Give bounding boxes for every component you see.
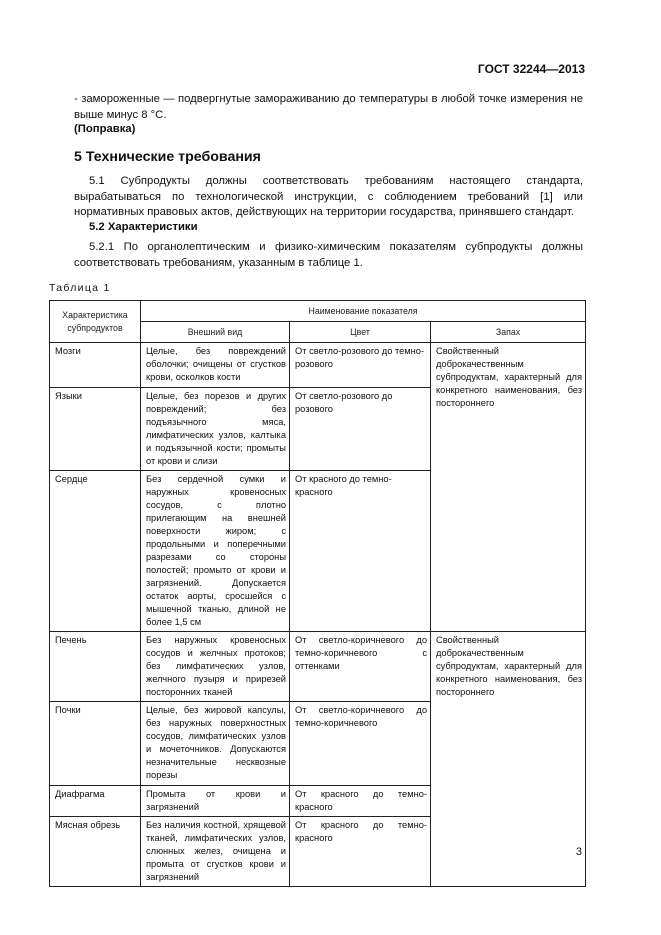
- paragraph-5-2-1: 5.2.1 По органолептическим и физико-химическим показателям субпродукты должны соответствовать требованиям, указанным в таблице 1.: [74, 241, 583, 269]
- row-smell: Свойственный доброкачественным субпродуктам, характерный для конкретного наименования, без постороннего: [431, 343, 586, 632]
- header-appearance: Внешний вид: [141, 322, 290, 343]
- row-appearance: Целые, без порезов и других повреждений; без подъязычного мяса, лимфатических узлов, калтыка и подъязычной кости; промыты от крови и слизи: [141, 388, 290, 471]
- row-color: От светло-розового до темно-розового: [290, 343, 431, 388]
- row-color: От светло-розового до розового: [290, 388, 431, 471]
- row-name: Мясная обрезь: [50, 817, 141, 887]
- row-color: От красного до темно-красного: [290, 471, 431, 632]
- row-color: От светло-коричневого до темно-коричневого: [290, 702, 431, 786]
- row-name: Мозги: [50, 343, 141, 388]
- row-appearance: Целые, без жировой капсулы, без наружных поверхностных сосудов, лимфатических узлов и мочеточников. Допускаются незначительные несквозные порезы: [141, 702, 290, 786]
- frozen-definition: - замороженные — подвергнутые замораживанию до температуры в любой точке измерения не выше минус 8 °С.: [74, 93, 583, 121]
- header-indicator-name: Наименование показателя: [141, 301, 586, 322]
- row-smell: Свойственный доброкачественным субпродуктам, характерный для конкретного наименования, без постороннего: [431, 632, 586, 887]
- row-color: От красного до темно-красного: [290, 786, 431, 817]
- table-row: [50, 343, 586, 388]
- row-name: Печень: [50, 632, 141, 702]
- header-color: Цвет: [290, 322, 431, 343]
- row-appearance: Без наружных кровеносных сосудов и желчных протоков; без лимфатических узлов, желчного пузыря и прирезей посторонних тканей: [141, 632, 290, 702]
- row-appearance: Без сердечной сумки и наружных кровеносных сосудов, с плотно прилегающим на внешней поверхности жиром; с продольными и поперечными разрезами со стороны полостей; промыто от крови и загрязнений. Допускается остаток аорты, сросшейся с мышечной тканью, длиной не более 1,5 см: [141, 471, 290, 632]
- table-caption: Таблица 1: [49, 282, 111, 294]
- standard-header: ГОСТ 32244—2013: [477, 62, 585, 76]
- table-row: [50, 632, 586, 702]
- subsection-title: 5.2 Характеристики: [89, 221, 198, 233]
- row-appearance: Без наличия костной, хрящевой тканей, лимфатических узлов, слюнных желез, очищена и промыта от сгустков крови и загрязнений: [141, 817, 290, 887]
- characteristics-table: [49, 300, 586, 887]
- paragraph-5-1: 5.1 Субпродукты должны соответствовать требованиям настоящего стандарта, вырабатываться по технологической инструкции, с соблюдением требований [1] или нормативных правовых актов, действующих на территории государства, принявшего стандарт.: [74, 175, 583, 219]
- amendment-note: (Поправка): [74, 123, 136, 135]
- row-appearance: Целые, без повреждений оболочки; очищены от сгустков крови, осколков кости: [141, 343, 290, 388]
- row-name: Почки: [50, 702, 141, 786]
- section-title: 5 Технические требования: [74, 149, 261, 165]
- header-characteristic: Характеристика субпродуктов: [50, 301, 141, 343]
- header-smell: Запах: [431, 322, 586, 343]
- row-color: От красного до темно-красного: [290, 817, 431, 887]
- row-appearance: Промыта от крови и загрязнений: [141, 786, 290, 817]
- row-name: Языки: [50, 388, 141, 471]
- row-name: Сердце: [50, 471, 141, 632]
- page-number: 3: [575, 846, 582, 858]
- row-name: Диафрагма: [50, 786, 141, 817]
- row-color: От светло-коричневого до темно-коричневого с оттенками: [290, 632, 431, 702]
